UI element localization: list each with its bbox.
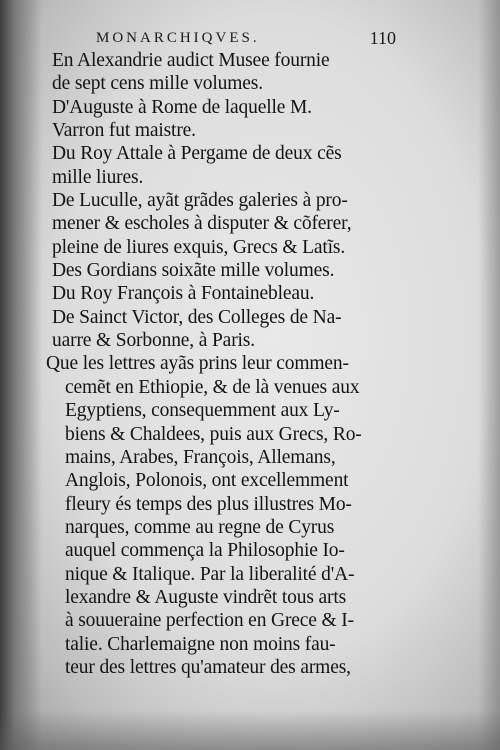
text-line: teur des lettres qu'amateur des armes,	[65, 656, 351, 678]
text-line: Que les lettres ayãs prins leur commen-	[46, 353, 349, 375]
body-text	[46, 49, 397, 679]
text-line: Du Roy Attale à Pergame de deux cẽs	[52, 143, 342, 165]
bottom-shadow	[0, 710, 500, 750]
spine-shadow	[0, 0, 42, 750]
text-line: En Alexandrie audict Musee fournie	[52, 50, 330, 71]
text-line: uarre & Sorbonne, à Paris.	[52, 330, 255, 352]
text-line: narques, comme au regne de Cyrus	[65, 516, 335, 538]
text-line: mille liures.	[52, 166, 144, 188]
page-edge-shadow	[478, 0, 500, 750]
text-line: nique & Italique. Par la liberalité d'A-	[65, 563, 355, 585]
text-line: pleine de liures exquis, Grecs & Latĩs.	[52, 236, 346, 258]
text-line: cemẽt en Ethiopie, & de là venues aux	[65, 376, 360, 398]
text-line: De Sainct Victor, des Colleges de Na-	[52, 306, 342, 328]
page-number: 110	[369, 28, 396, 48]
text-line: fleury és temps des plus illustres Mo-	[65, 493, 352, 515]
text-line: lexandre & Auguste vindrẽt tous arts	[65, 586, 347, 608]
text-line: Des Gordians soixãte mille volumes.	[52, 260, 335, 282]
text-line: à souueraine perfection en Grece & I-	[65, 610, 354, 632]
text-line: mains, Arabes, François, Allemans,	[65, 446, 336, 468]
text-line: biens & Chaldees, puis aux Grecs, Ro-	[65, 423, 362, 445]
running-head: MONARCHIQVES.	[96, 30, 260, 46]
text-line: talie. Charlemaigne non moins fau-	[65, 633, 336, 655]
text-line: mener & escholes à disputer & cõferer,	[52, 213, 352, 235]
text-line: Anglois, Polonois, ont excellemment	[65, 470, 349, 492]
text-line: Varron fut maistre.	[52, 120, 196, 142]
text-line: De Luculle, ayãt grãdes galeries à pro-	[52, 190, 348, 212]
text-line: Du Roy François à Fontainebleau.	[52, 283, 315, 305]
text-line: auquel commença la Philosophie Io-	[65, 540, 345, 562]
text-line: Egyptiens, consequemment aux Ly-	[65, 400, 340, 422]
text-line: D'Auguste à Rome de laquelle M.	[52, 96, 312, 118]
text-line: de sept cens mille volumes.	[52, 73, 263, 95]
